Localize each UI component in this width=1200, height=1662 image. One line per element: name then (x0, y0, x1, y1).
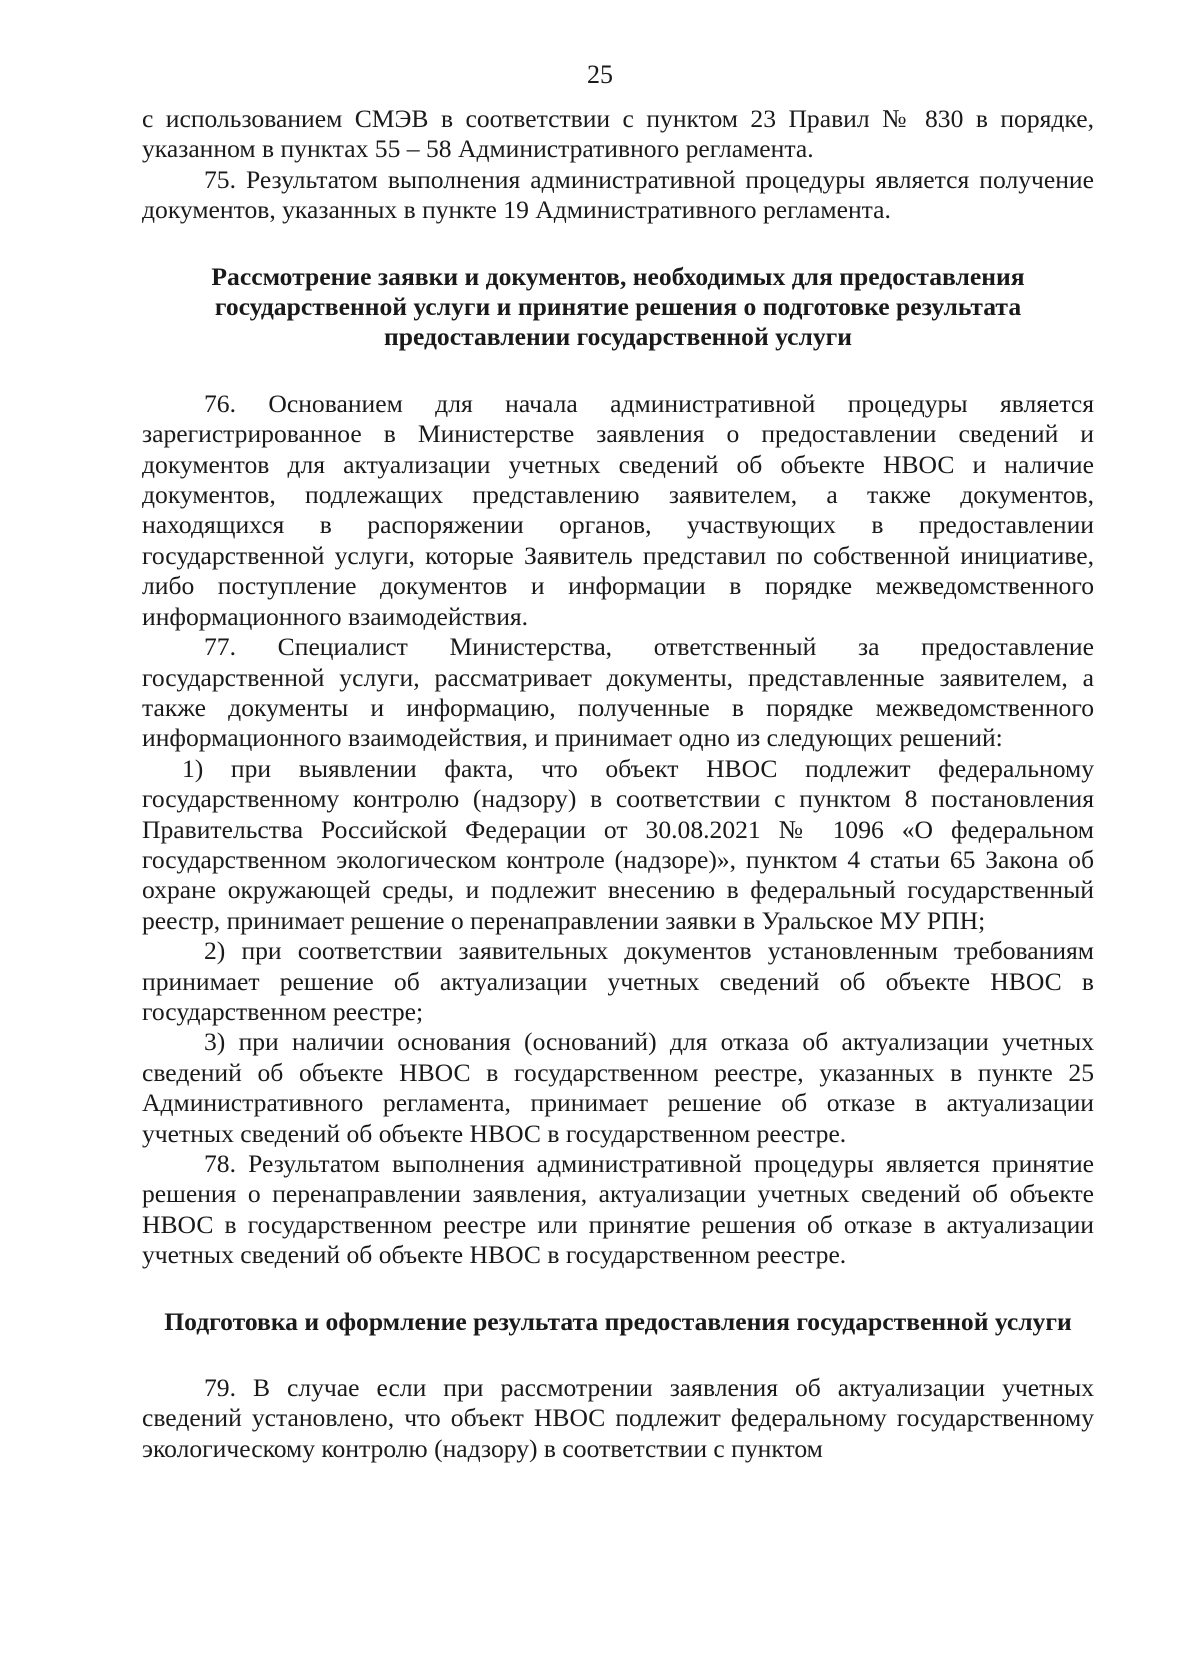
section-heading-preparation: Подготовка и оформление результата предоставления государственной услуги (164, 1306, 1072, 1336)
paragraph-76: 76. Основанием для начала административной процедуры является зарегистрированное в Министерстве заявления о предоставлении сведений и документов для актуализации учетных сведений об объекте НВОС и наличие документов, подлежащих представлению заявителем, а также документов, находящихся в распоряжении органов, участвующих в предоставлении государственной услуги, которые Заявитель представил по собственной инициативе, либо поступление документов и информации в порядке межведомственного информационного взаимодействия. (142, 388, 1094, 631)
paragraph-77-item-3: 3) при наличии основания (оснований) для отказа об актуализации учетных сведений об объекте НВОС в государственном реестре, указанных в пункте 25 Административного регламента, принимает решение об отказе в актуализации учетных сведений об объекте НВОС в государственном реестре. (142, 1027, 1094, 1148)
paragraph-continuation: с использованием СМЭВ в соответствии с пунктом 23 Правил № 830 в порядке, указанном в пунктах 55 – 58 Административного регламента. (142, 104, 1094, 164)
paragraph-78: 78. Результатом выполнения административной процедуры является принятие решения о перенаправлении заявления, актуализации учетных сведений об объекте НВОС в государственном реестре или принятие решения об отказе в актуализации учетных сведений об объекте НВОС в государственном реестре. (142, 1149, 1094, 1270)
paragraph-77-item-2: 2) при соответствии заявительных документов установленным требованиям принимает решение об актуализации учетных сведений об объекте НВОС в государственном реестре; (142, 936, 1094, 1026)
paragraph-79: 79. В случае если при рассмотрении заявления об актуализации учетных сведений установлено, что объект НВОС подлежит федеральному государственному экологическому контролю (надзору) в соответствии с пунктом (142, 1373, 1094, 1463)
document-body (142, 104, 1094, 1464)
paragraph-77-item-1: 1) при выявлении факта, что объект НВОС подлежит федеральному государственному контролю (надзору) в соответствии с пунктом 8 постановления Правительства Российской Федерации от 30.08.2021 № 1096 «О федеральном государственном экологическом контроле (надзоре)», пунктом 4 статьи 65 Закона об охране окружающей среды, и подлежит внесению в федеральный государственный реестр, принимает решение о перенаправлении заявки в Уральское МУ РПН; (142, 753, 1094, 935)
paragraph-75: 75. Результатом выполнения административной процедуры является получение документов, указанных в пункте 19 Административного регламента. (142, 164, 1094, 225)
section-heading-review: Рассмотрение заявки и документов, необходимых для предоставления государственной услуги и принятие решения о подготовке результата предоставлении государственной услуги (211, 261, 1025, 352)
paragraph-77: 77. Специалист Министерства, ответственный за предоставление государственной услуги, рассматривает документы, представленные заявителем, а также документы и информацию, полученные в порядке межведомственного информационного взаимодействия, и принимает одно из следующих решений: (142, 632, 1094, 753)
page-number: 25 (587, 60, 613, 89)
